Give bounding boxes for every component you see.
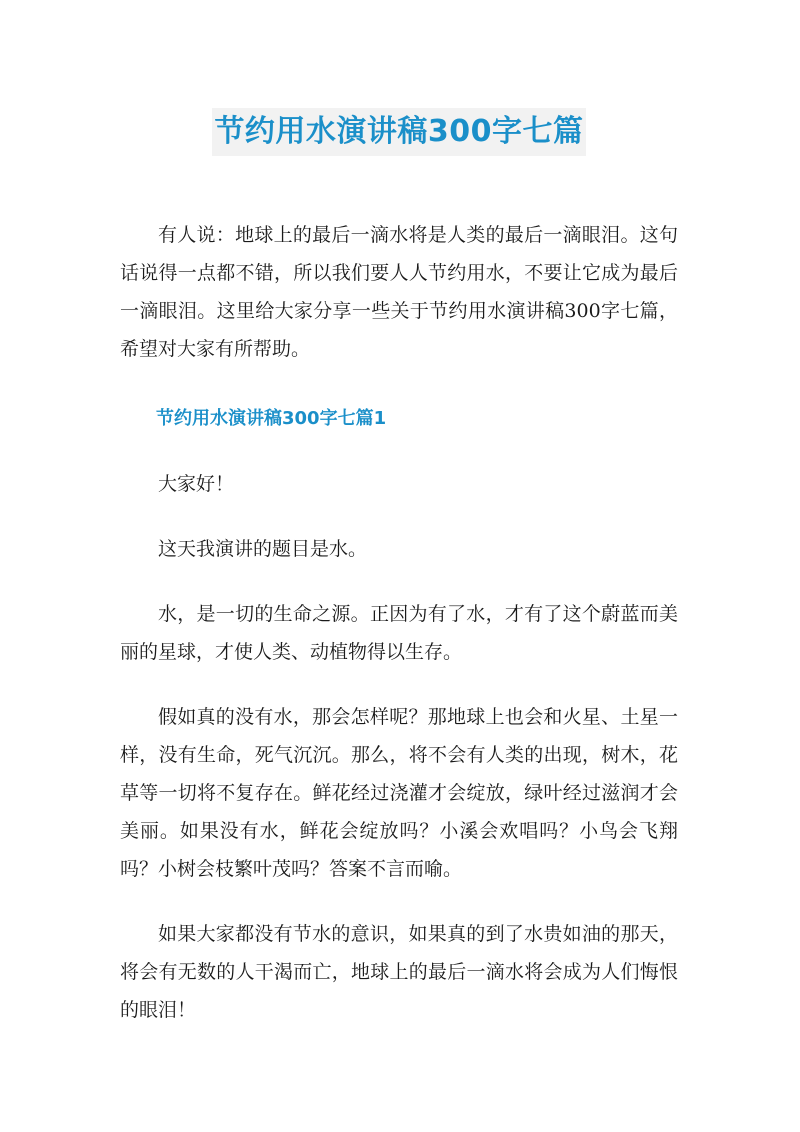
- document-title: 节约用水演讲稿300字七篇: [212, 108, 585, 156]
- intro-paragraph: 有人说：地球上的最后一滴水将是人类的最后一滴眼泪。这句话说得一点都不错，所以我们要人人节约用水，不要让它成为最后一滴眼泪。这里给大家分享一些关于节约用水演讲稿300字七篇，希望对大家有所帮助。: [120, 224, 678, 360]
- paragraph-source-of-life: 水，是一切的生命之源。正因为有了水，才有了这个蔚蓝而美丽的星球，才使人类、动植物得以生存。: [120, 603, 678, 663]
- document-title-wrap: [120, 106, 678, 154]
- section-heading: 节约用水演讲稿300字七篇1: [156, 408, 387, 429]
- paragraph-without-water: 假如真的没有水，那会怎样呢？那地球上也会和火星、土星一样，没有生命，死气沉沉。那么，将不会有人类的出现，树木，花草等一切将不复存在。鲜花经过浇灌才会绽放，绿叶经过滋润才会美丽。如果没有水，鲜花会绽放吗？小溪会欢唱吗？小鸟会飞翔吗？小树会枝繁叶茂吗？答案不言而喻。: [120, 706, 678, 880]
- paragraph-greeting: 大家好！: [158, 473, 235, 495]
- paragraph-topic: 这天我演讲的题目是水。: [158, 538, 368, 560]
- paragraph-awareness: 如果大家都没有节水的意识，如果真的到了水贵如油的那天，将会有无数的人干渴而亡，地球上的最后一滴水将会成为人们悔恨的眼泪！: [120, 923, 678, 1021]
